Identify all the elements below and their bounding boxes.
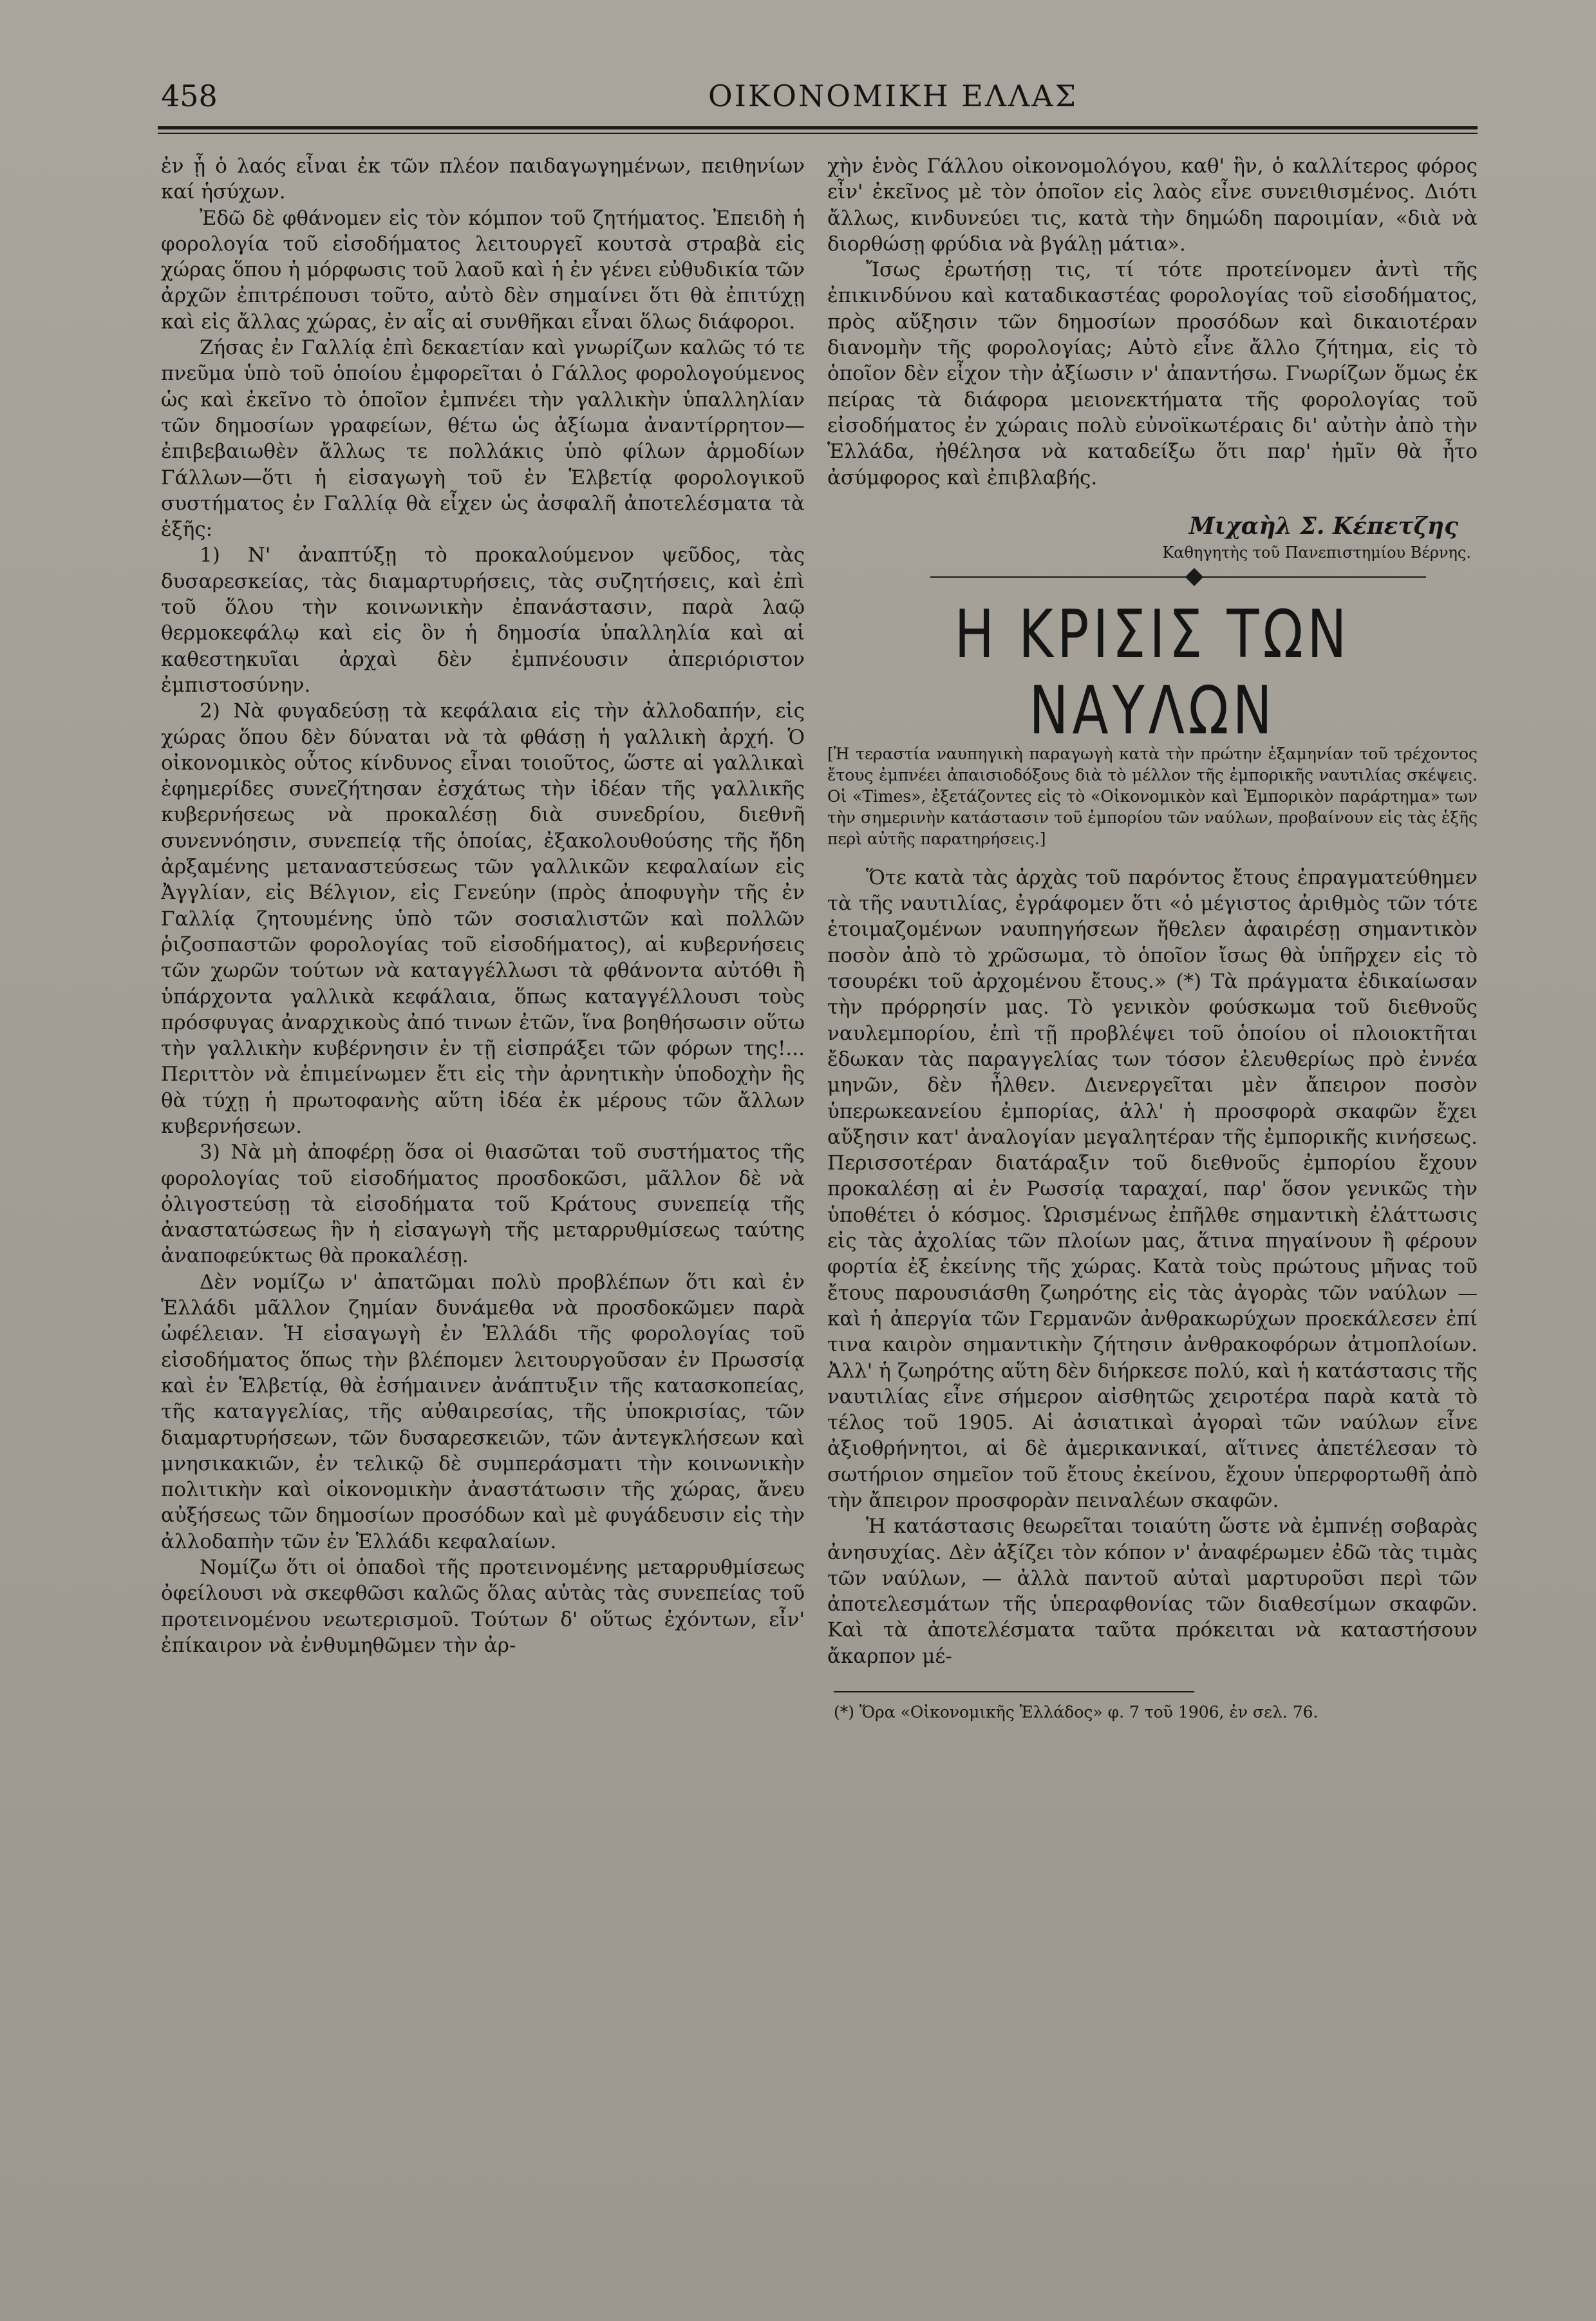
- footnote: (*) Ὅρα «Οἰκονομικῆς Ἑλλάδος» φ. 7 τοῦ 1906, ἐν σελ. 76.: [834, 1691, 1194, 1723]
- paragraph: Ὅτε κατὰ τὰς ἀρχὰς τοῦ παρόντος ἔτους ἐπραγματεύθημεν τὰ τῆς ναυτιλίας, ἐγράφομεν ὅτι «ὁ μέγιστος ἀριθμὸς τῶν τότε ἑτοιμαζομένων ναυπηγήσεων ἤθελεν ἀφαιρέσῃ σημαντικὸν ποσὸν ἀπὸ τὸ χρῶσωμα, τὸ ὁποῖον ἴσως θὰ ὑπῆρχεν εἰς τὸ τσουρέκι τοῦ ἀρχομένου ἔτους.» (*) Τὰ πράγματα ἐδικαίωσαν τὴν πρόρρησίν μας. Τὸ γενικὸν φούσκωμα τοῦ διεθνοῦς ναυλεμπορίου, ἐπὶ τῇ προβλέψει τοῦ ὁποίου οἱ πλοιοκτῆται ἔδωκαν τὰς παραγγελίας των τόσον ἐλευθερίως πρὸ ἐννέα μηνῶν, δὲν ἦλθεν. Διενεργεῖται μὲν ἄπειρον ποσὸν ὑπερωκεανείου ἐμπορίας, ἀλλ' ἡ προσφορὰ σκαφῶν ἔχει αὔξησιν κατ' ἀναλογίαν μεγαλητέραν τῆς ἐμπορικῆς κινήσεως. Περισσοτέραν διατάραξιν τοῦ διεθνοῦς ἐμπορίου ἔχουν προκαλέσῃ αἱ ἐν Ρωσσίᾳ ταραχαί, παρ' ὅσον γενικῶς τὴν ὑποθέτει ὁ κόσμος. Ὡρισμένως ἐπῆλθε σημαντικὴ ἐλάττωσις εἰς τὰς ἀχολίας τῶν πλοίων μας, ἅτινα πηγαίνουν ἢ φέρουν φορτία ἐξ ἐκείνης τῆς χώρας. Κατὰ τοὺς πρώτους μῆνας τοῦ ἔτους παρουσιάσθη ζωηρότης εἰς τὰς ἀγορὰς τῶν ναύλων — καὶ ἡ ἀπεργία τῶν Γερμανῶν ἀνθρακωρύχων προεκάλεσεν ἐπί τινα καιρὸν σημαντικὴν ζήτησιν ἀνθρακοφόρων ἀτμοπλοίων. Ἀλλ' ἡ ζωηρότης αὕτη δὲν διήρκεσε πολύ, καὶ ἡ κατάστασις τῆς ναυτιλίας εἶνε σήμερον αἰσθητῶς χειροτέρα παρὰ κατὰ τὸ τέλος τοῦ 1905. Αἱ ἀσιατικαὶ ἀγοραὶ τῶν ναύλων εἶνε ἀξιοθρήνητοι, αἱ δὲ ἀμερικανικαί, αἵτινες ἀπετέλεσαν τὸ σωτήριον σημεῖον τοῦ ἔτους ἐκείνου, ἔχουν ὑπερφορτωθῆ ἀπὸ τὴν ἄπειρον προσφορὰν πειναλέων σκαφῶν.: [827, 866, 1478, 1512]
- divider-ornament: [1185, 568, 1203, 586]
- paragraph: 2) Νὰ φυγαδεύσῃ τὰ κεφάλαια εἰς τὴν ἀλλοδαπήν, εἰς χώρας ὅπου δὲν δύναται νὰ τὰ φθάσῃ ἡ γαλλικὴ ἀρχή. Ὁ οἰκονομικὸς οὗτος κίνδυνος εἶναι τοιοῦτος, ὥστε αἱ γαλλικαὶ ἐφημερίδες συνεζήτησαν ἐσχάτως τὴν ἰδέαν τῆς γαλλικῆς κυβερνήσεως νὰ προκαλέσῃ διὰ συνεδρίου, διεθνῆ συνεννόησιν, συνεπείᾳ τῆς ὁποίας, ἐξακολουθούσης τῆς ἤδη ἀρξαμένης μεταναστεύσεως τῶν γαλλικῶν κεφαλαίων εἰς Ἀγγλίαν, εἰς Βέλγιον, εἰς Γενεύην (πρὸς ἀποφυγὴν τῆς ἐν Γαλλίᾳ ζητουμένης ὑπὸ τῶν σοσιαλιστῶν καὶ πολλῶν ῥιζοσπαστῶν φορολογίας τοῦ εἰσοδήματος), αἱ κυβερνήσεις τῶν χωρῶν τούτων νὰ καταγγέλλωσι τὰ φθάνοντα αὐτόθι ἢ ὑπάρχοντα γαλλικὰ κεφάλαια, ὅπως καταγγέλλουσι τοὺς πρόσφυγας ἀναρχικοὺς ἀπό τινων ἐτῶν, ἵνα βοηθήσωσιν οὕτω τὴν γαλλικὴν κυβέρνησιν ἐν τῇ εἰσπράξει τῶν φόρων της!... Περιττὸν νὰ ἐπιμείνωμεν ἔτι εἰς τὴν ἀρνητικὴν ὑποδοχὴν ἣς θὰ τύχῃ ἡ πρωτοφανὴς αὕτη ἰδέα ἐκ μέρους τῶν ἄλλων κυβερνήσεων.: [161, 699, 805, 1138]
- running-title: ΟΙΚΟΝΟΜΙΚΗ ΕΛΛΑΣ: [708, 79, 1078, 113]
- right-column: [827, 153, 1478, 2291]
- page-header: [0, 79, 1596, 130]
- paragraph-continuation: χὴν ἑνὸς Γάλλου οἰκονομολόγου, καθ' ἣν, ὁ καλλίτερος φόρος εἶν' ἐκεῖνος μὲ τὸν ὁποῖον εἰς λαὸς εἶνε συνειθισμένος. Διότι ἄλλως, κινδυνεύει τις, κατὰ τὴν δημώδη παροιμίαν, «διὰ νὰ διορθώσῃ φρύδια νὰ βγάλῃ μάτια».: [827, 155, 1478, 256]
- left-column: [161, 153, 805, 2278]
- header-rule: [158, 126, 1478, 129]
- paragraph: 1) Ν' ἀναπτύξῃ τὸ προκαλούμενον ψεῦδος, τὰς δυσαρεσκείας, τὰς διαμαρτυρήσεις, τὰς συζητήσεις, καὶ ἐπὶ τοῦ ὅλου τὴν κοινωνικὴν ἐπανάστασιν, παρὰ λαῷ θερμοκεφάλῳ καὶ εἰς ὃν ἡ δημοσία ὑπαλληλία καὶ αἱ καθεστηκυῖαι ἀρχαὶ δὲν ἐμπνέουσιν ἀπεριόριστον ἐμπιστοσύνην.: [161, 544, 805, 697]
- paragraph: Δὲν νομίζω ν' ἀπατῶμαι πολὺ προβλέπων ὅτι καὶ ἐν Ἑλλάδι μᾶλλον ζημίαν δυνάμεθα νὰ προσδοκῶμεν παρὰ ὠφέλειαν. Ἡ εἰσαγωγὴ ἐν Ἑλλάδι τῆς φορολογίας τοῦ εἰσοδήματος ὅπως τὴν βλέπομεν λειτουργοῦσαν ἐν Πρωσσίᾳ καὶ ἐν Ἑλβετίᾳ, θὰ ἐσήμαινεν ἀνάπτυξιν τῆς κατασκοπείας, τῆς καταγγελίας, τῆς αὐθαιρεσίας, τῆς ὑποκρισίας, τῶν διαμαρτυρήσεων, τῶν δυσαρεσκειῶν, τῶν ἀντεγκλήσεων καὶ μνησικακιῶν, ἐν τελικῷ δὲ συμπεράσματι τὴν κοινωνικὴν πολιτικὴν καὶ οἰκονομικὴν ἀναστάτωσιν τῆς χώρας, ἄνευ αὐξήσεως τῶν δημοσίων προσόδων καὶ μὲ φυγάδευσιν εἰς τὴν ἀλλοδαπὴν τῶν ἐν Ἑλλάδι κεφαλαίων.: [161, 1270, 805, 1553]
- divider-line: [930, 576, 1426, 578]
- paragraph: ἐν ᾗ ὁ λαός εἶναι ἐκ τῶν πλέον παιδαγωγημένων, πειθηνίων καί ἡσύχων.: [161, 155, 805, 204]
- paragraph: Ζήσας ἐν Γαλλίᾳ ἐπὶ δεκαετίαν καὶ γνωρίζων καλῶς τό τε πνεῦμα ὑπὸ τοῦ ὁποίου ἐμφορεῖται ὁ Γάλλος φορολογούμενος ὡς καὶ ἐκεῖνο τὸ ὁποῖον ἐμπνέει τὴν γαλλικὴν ὑπαλληλίαν τῶν δημοσίων γραφείων, θέτω ὡς ἀξίωμα ἀναντίρρητον—ἐπιβεβαιωθὲν ἄλλως τε πολλάκις ὑπὸ φίλων ἁρμοδίων Γάλλων—ὅτι ἡ εἰσαγωγὴ τοῦ ἐν Ἑλβετίᾳ φορολογικοῦ συστήματος ἐν Γαλλίᾳ θὰ εἶχεν ὡς ἀσφαλῆ ἀποτελέσματα τὰ ἑξῆς:: [161, 336, 805, 542]
- article-headline: Η ΚΡΙΣΙΣ ΤΩΝ ΝΑΥΛΩΝ: [954, 596, 1351, 750]
- article-intro: [Ἡ τεραστία ναυπηγικὴ παραγωγὴ κατὰ τὴν πρώτην ἑξαμηνίαν τοῦ τρέχοντος ἔτους ἐμπνέει ἀπαισιοδόξους διὰ τὸ μέλλον τῆς ἐμπορικῆς ναυτιλίας σκέψεις. Οἱ «Times», ἐξετάζοντες εἰς τὸ «Οἰκονομικὸν καὶ Ἐμπορικὸν παράρτημα» των τὴν σημερινὴν κατάστασιν τοῦ ἐμπορίου τῶν ναύλων, προβαίνουν εἰς τὰς ἑξῆς περὶ αὐτῆς παρατηρήσεις.]: [827, 744, 1478, 848]
- paragraph: 3) Νὰ μὴ ἀποφέρῃ ὅσα οἱ θιασῶται τοῦ συστήματος τῆς φορολογίας τοῦ εἰσοδήματος προσδοκῶσι, μᾶλλον δὲ νὰ ὀλιγοστεύσῃ τὰ εἰσοδήματα τοῦ Κράτους συνεπείᾳ τῆς ἀναστατώσεως ἣν ἡ εἰσαγωγὴ τῆς μεταρρυθμίσεως ταύτης ἀναποφεύκτως θὰ προκαλέσῃ.: [161, 1141, 805, 1268]
- author-affiliation: Καθηγητὴς τοῦ Πανεπιστημίου Βέρνης.: [1162, 543, 1471, 562]
- paragraph: Ἴσως ἐρωτήσῃ τις, τί τότε προτείνομεν ἀντὶ τῆς ἐπικινδύνου καὶ καταδικαστέας φορολογίας τοῦ εἰσοδήματος, πρὸς αὔξησιν τῶν δημοσίων προσόδων καὶ δικαιοτέραν διανομὴν τῆς φορολογίας; Αὐτὸ εἶνε ἄλλο ζήτημα, εἰς τὸ ὁποῖον δὲν εἶχον τὴν ἀξίωσιν ν' ἀπαντήσω. Γνωρίζων ὅμως ἐκ πείρας τὰ διάφορα μειονεκτήματα τῆς φορολογίας τοῦ εἰσοδήματος ἐν χώραις πολὺ εὐνοϊκωτέραις δι' αὐτὴν ἀπὸ τὴν Ἑλλάδα, ἠθέλησα νὰ καταδείξω ὅτι παρ' ἡμῖν θὰ ἦτο ἀσύμφορος καὶ ἐπιβλαβής.: [827, 258, 1478, 489]
- paragraph: Ἡ κατάστασις θεωρεῖται τοιαύτη ὥστε νὰ ἐμπνέῃ σοβαρὰς ἀνησυχίας. Δὲν ἀξίζει τὸν κόπον ν' ἀναφέρωμεν ἐδῶ τὰς τιμὰς τῶν ναύλων, — ἀλλὰ παντοῦ αὐταὶ μαρτυροῦσι περὶ τῶν ἀποτελεσμάτων τῆς ὑπεραφθονίας τῶν διαθεσίμων σκαφῶν. Καὶ τὰ ἀποτελέσματα ταῦτα πρόκειται νὰ καταστήσουν ἄκαρπον μέ-: [827, 1515, 1478, 1668]
- header-rule-thin: [158, 133, 1478, 134]
- paragraph: Νομίζω ὅτι οἱ ὀπαδοὶ τῆς προτεινομένης μεταρρυθμίσεως ὀφείλουσι νὰ σκεφθῶσι καλῶς ὅλας αὐτὰς τὰς συνεπείας τοῦ προτεινομένου νεωτερισμοῦ. Τούτων δ' οὕτως ἐχόντων, εἶν' ἐπίκαιρον νὰ ἐνθυμηθῶμεν τὴν ἀρ-: [161, 1556, 805, 1657]
- page-number: 458: [161, 79, 218, 113]
- section-divider: [827, 568, 1478, 587]
- author-signature: Μιχαὴλ Σ. Κέπετζης: [1188, 512, 1458, 540]
- paragraph: Ἐδῶ δὲ φθάνομεν εἰς τὸν κόμπον τοῦ ζητήματος. Ἐπειδὴ ἡ φορολογία τοῦ εἰσοδήματος λειτουργεῖ κουτσὰ στραβὰ εἰς χώρας ὅπου ἡ μόρφωσις τοῦ λαοῦ καὶ ἡ ἐν γένει εὐθυδικία τῶν ἀρχῶν ἐπιτρέπουσι τοῦτο, αὐτὸ δὲν σημαίνει ὅτι θὰ ἐπιτύχῃ καὶ εἰς ἄλλας χώρας, ἐν αἷς αἱ συνθῆκαι εἶναι ὅλως διάφοροι.: [161, 206, 805, 334]
